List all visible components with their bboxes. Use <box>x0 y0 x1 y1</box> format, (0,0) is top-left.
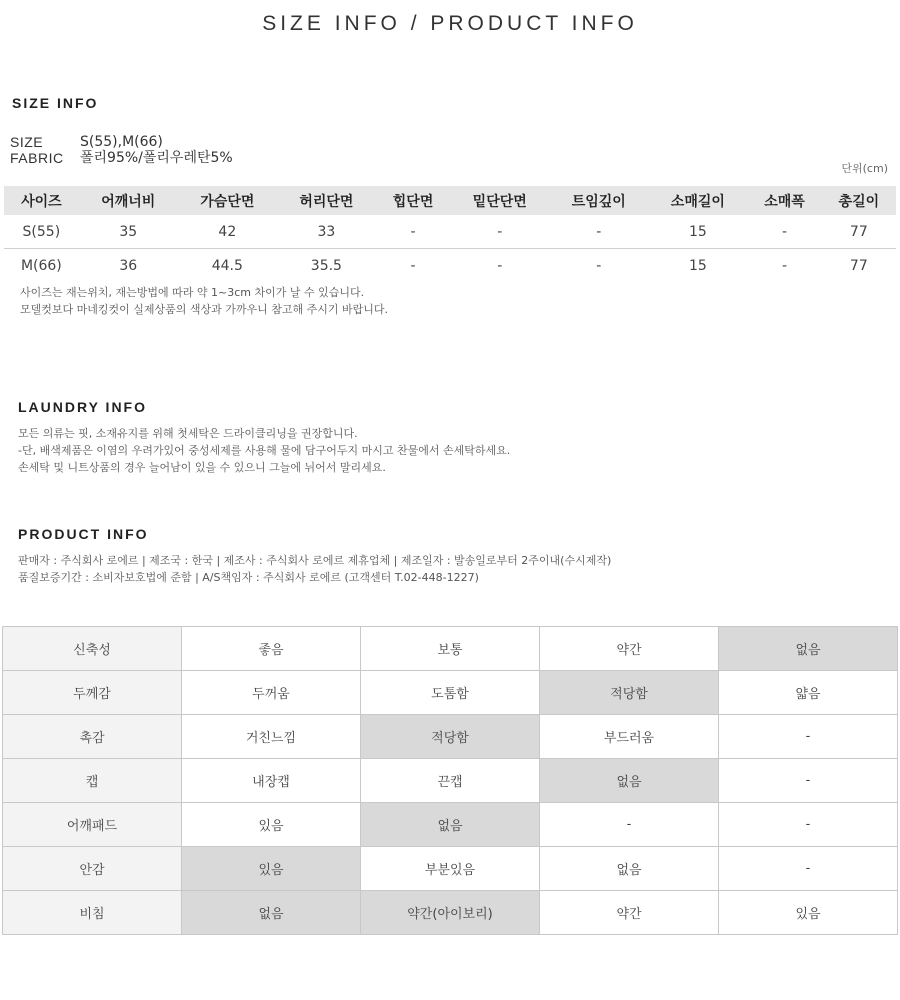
fabric-spec-row <box>10 150 233 166</box>
table-cell: M(66) <box>4 249 79 283</box>
table-cell: 44.5 <box>178 249 277 283</box>
table-cell: - <box>549 249 648 283</box>
attribute-option: 없음 <box>540 759 719 803</box>
header-shoulder: 어깨너비 <box>79 186 178 215</box>
header-total-length: 총길이 <box>822 186 896 215</box>
table-cell: 35 <box>119 223 138 240</box>
attribute-option: 두꺼움 <box>182 671 361 715</box>
table-cell: - <box>596 223 602 240</box>
table-cell: - <box>410 223 416 240</box>
size-table-header <box>4 186 896 215</box>
attribute-row <box>3 759 898 803</box>
header-size: 사이즈 <box>4 186 79 215</box>
table-cell: 35.5 <box>277 249 376 283</box>
table-cell: - <box>747 249 821 283</box>
attribute-option: 부분있음 <box>361 847 540 891</box>
header-waist: 허리단면 <box>277 186 376 215</box>
attribute-option: - <box>719 847 898 891</box>
attribute-option: 있음 <box>182 847 361 891</box>
attribute-option: 적당함 <box>361 715 540 759</box>
table-cell: 33 <box>317 223 336 240</box>
table-cell: S(55) <box>22 223 61 240</box>
laundry-line: 모든 의류는 핏, 소재유지를 위해 첫세탁은 드라이클리닝을 권장합니다. <box>18 427 358 440</box>
attribute-label: 신축성 <box>3 627 182 671</box>
table-cell: 77 <box>849 223 868 240</box>
attribute-option: 내장캡 <box>182 759 361 803</box>
attribute-option: 약간(아이보리) <box>361 891 540 935</box>
attribute-option: - <box>719 759 898 803</box>
table-cell: 15 <box>648 249 747 283</box>
laundry-info-heading: LAUNDRY INFO <box>18 399 147 415</box>
attribute-label: 촉감 <box>3 715 182 759</box>
attribute-option: 약간 <box>540 891 719 935</box>
attribute-option: 있음 <box>182 803 361 847</box>
table-cell: 42 <box>218 223 237 240</box>
product-info-line: 판매자 : 주식회사 로에르 | 제조국 : 한국 | 제조사 : 주식회사 로에르 제휴업체 | 제조일자 : 발송일로부터 2주이내(수시제작) <box>18 554 612 567</box>
attribute-label: 어깨패드 <box>3 803 182 847</box>
table-cell: - <box>782 223 788 240</box>
table-cell: - <box>376 249 450 283</box>
size-table <box>4 186 896 282</box>
product-info-heading: PRODUCT INFO <box>18 526 149 542</box>
table-cell: - <box>450 249 549 283</box>
table-cell: 15 <box>688 223 707 240</box>
unit-label: 단위(cm) <box>841 162 888 175</box>
attribute-option: 없음 <box>719 627 898 671</box>
size-info-heading: SIZE INFO <box>12 95 99 111</box>
attribute-option: 끈캡 <box>361 759 540 803</box>
size-notes <box>20 284 388 318</box>
attribute-option: - <box>540 803 719 847</box>
table-cell: 77 <box>822 249 896 283</box>
attribute-option: 거친느낌 <box>182 715 361 759</box>
attribute-option: - <box>719 803 898 847</box>
laundry-line: -단, 배색제품은 이염의 우려가있어 중성세제를 사용해 물에 담구어두지 마시고 찬물에서 손세탁하세요. <box>18 444 511 457</box>
laundry-notes <box>18 425 510 476</box>
table-cell: - <box>497 223 503 240</box>
attribute-label: 캡 <box>3 759 182 803</box>
size-key: SIZE <box>10 134 44 150</box>
header-hip: 힙단면 <box>376 186 450 215</box>
header-sleeve-length: 소매길이 <box>648 186 747 215</box>
attribute-label: 안감 <box>3 847 182 891</box>
product-info-line: 품질보증기간 : 소비자보호법에 준함 | A/S책임자 : 주식회사 로에르 (고객센터 T.02-448-1227) <box>18 571 479 584</box>
attribute-row <box>3 891 898 935</box>
size-note-line: 사이즈는 재는위치, 재는방법에 따라 약 1~3cm 차이가 날 수 있습니다. <box>20 286 365 299</box>
laundry-line: 손세탁 및 니트상품의 경우 늘어남이 있을 수 있으니 그늘에 뉘어서 말리세요. <box>18 461 386 474</box>
attribute-row <box>3 627 898 671</box>
attribute-table <box>2 626 898 935</box>
size-note-line: 모델컷보다 마네킹컷이 실제상품의 색상과 가까우니 참고해 주시기 바랍니다. <box>20 303 389 316</box>
attribute-option: 없음 <box>361 803 540 847</box>
attribute-row <box>3 803 898 847</box>
size-value: S(55),M(66) <box>80 134 163 150</box>
header-slit: 트임깊이 <box>549 186 648 215</box>
product-info-lines <box>18 552 611 586</box>
fabric-value: 폴리95%/폴리우레탄5% <box>80 150 233 166</box>
attribute-option: 약간 <box>540 627 719 671</box>
attribute-option: 얇음 <box>719 671 898 715</box>
fabric-key: FABRIC <box>10 150 64 166</box>
header-chest: 가슴단면 <box>178 186 277 215</box>
table-row <box>4 249 896 283</box>
attribute-option: 보통 <box>361 627 540 671</box>
header-sleeve-width: 소매폭 <box>747 186 821 215</box>
attribute-option: 좋음 <box>182 627 361 671</box>
attribute-row <box>3 847 898 891</box>
attribute-row <box>3 671 898 715</box>
attribute-row <box>3 715 898 759</box>
attribute-option: 없음 <box>540 847 719 891</box>
size-spec-row <box>10 134 233 150</box>
attribute-option: 없음 <box>182 891 361 935</box>
attribute-option: 도톰함 <box>361 671 540 715</box>
attribute-option: 부드러움 <box>540 715 719 759</box>
table-cell: 36 <box>79 249 178 283</box>
page-title: SIZE INFO / PRODUCT INFO <box>262 12 638 35</box>
header-hem: 밑단단면 <box>450 186 549 215</box>
attribute-option: 있음 <box>719 891 898 935</box>
table-row <box>4 215 896 249</box>
attribute-option: 적당함 <box>540 671 719 715</box>
spec-block <box>10 134 233 166</box>
attribute-label: 비침 <box>3 891 182 935</box>
attribute-label: 두께감 <box>3 671 182 715</box>
attribute-option: - <box>719 715 898 759</box>
